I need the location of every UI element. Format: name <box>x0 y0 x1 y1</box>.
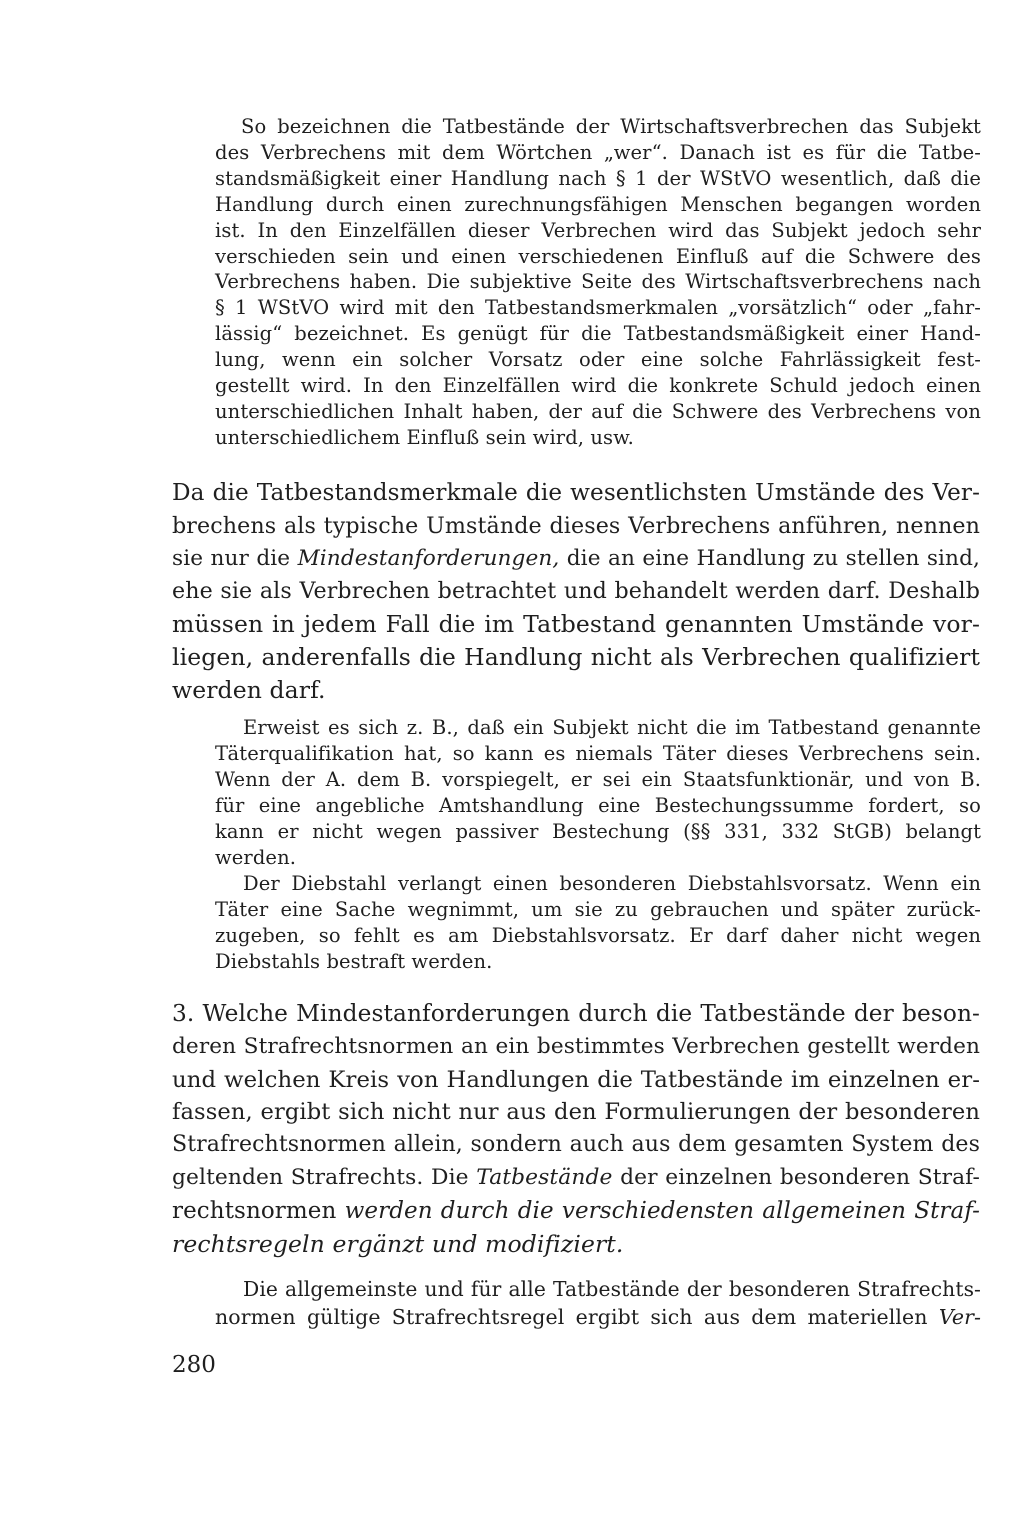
text-line: müssen in jedem Fall die im Tatbestand genannten Umstände vor- <box>172 610 980 639</box>
text-line: Der Diebstahl verlangt einen besonderen Diebstahlsvorsatz. Wenn ein <box>243 872 981 895</box>
text-line: Erweist es sich z. B., daß ein Subjekt nicht die im Tatbestand genannte <box>243 716 981 739</box>
text-line: liegen, anderenfalls die Handlung nicht als Verbrechen qualifiziert <box>172 642 980 671</box>
emphasis-text: rechtsregeln ergänzt und modifiziert. <box>172 1229 624 1258</box>
text-line: Diebstahls bestraft werden. <box>215 949 493 973</box>
text-line: für eine angebliche Amtshandlung eine Bestechungssumme fordert, so <box>215 793 981 817</box>
text-line: standsmäßigkeit einer Handlung nach § 1 der WStVO wesentlich, daß die <box>215 166 981 190</box>
text-line: und welchen Kreis von Handlungen die Tatbestände im einzelnen er- <box>172 1066 980 1093</box>
text-line: ist. In den Einzelfällen dieser Verbrechen wird das Subjekt jedoch sehr <box>215 218 981 242</box>
paragraph-allgemeinste-regel <box>215 1275 981 1331</box>
text-line: fassen, ergibt sich nicht nur aus den Formulierungen der besonderen <box>172 1099 980 1126</box>
text-line: verschieden sein und einen verschiedenen Einfluß auf die Schwere des <box>215 244 981 268</box>
emphasis-text: Mindestanforderungen, <box>297 545 560 571</box>
text-run: die an eine Handlung zu stellen sind, <box>566 545 980 571</box>
text-line <box>172 1228 980 1261</box>
text-line: lässig“ bezeichnet. Es genügt für die Tatbestandsmäßigkeit einer Hand- <box>215 322 981 346</box>
paragraph-mindestanforderungen <box>172 477 980 707</box>
text-line: Die allgemeinste und für alle Tatbestände der besonderen Strafrechts- <box>243 1277 981 1301</box>
paragraph-section-3 <box>172 998 980 1260</box>
text-run: der einzelnen besonderen Straf- <box>620 1164 980 1190</box>
text-line: unterschiedlichen Inhalt haben, der auf die Schwere des Verbrechens von <box>215 399 981 423</box>
text-line: ehe sie als Verbrechen betrachtet und behandelt werden darf. Deshalb <box>172 578 980 605</box>
text-line: zugeben, so fehlt es am Diebstahlsvorsatz. Er darf daher nicht wegen <box>215 923 981 947</box>
text-line <box>172 1195 980 1228</box>
text-line: § 1 WStVO wird mit den Tatbestandsmerkmalen „vorsätzlich“ oder „fahr- <box>215 296 981 320</box>
emphasis-text: werden durch die verschiedensten allgemeinen Straf- <box>344 1197 980 1224</box>
text-line: Verbrechens haben. Die subjektive Seite des Wirtschaftsverbrechens nach <box>215 270 981 294</box>
text-line: 3. Welche Mindestanforderungen durch die Tatbestände der beson- <box>172 1000 980 1027</box>
text-line: werden darf. <box>172 675 326 704</box>
text-line: des Verbrechens mit dem Wörtchen „wer“. Danach ist es für die Tatbe- <box>215 140 981 164</box>
text-line <box>172 543 980 576</box>
text-line: Strafrechtsnormen allein, sondern auch aus dem gesamten System des <box>172 1132 980 1158</box>
text-line: Wenn der A. dem B. vorspiegelt, er sei ein Staatsfunktionär, und von B. <box>215 767 981 791</box>
text-run: normen gültige Strafrechtsregel ergibt sich aus dem materiellen <box>215 1305 928 1329</box>
paragraph-example-subjekt <box>215 715 981 870</box>
text-line <box>215 1303 981 1331</box>
emphasis-text: Tatbestände <box>476 1164 613 1190</box>
paragraph-example-diebstahl <box>215 871 981 975</box>
text-line: Täterqualifikation hat, so kann es niemals Täter dieses Verbrechens sein. <box>215 741 981 765</box>
text-line: Täter eine Sache wegnimmt, um sie zu gebrauchen und später zurück- <box>215 897 981 921</box>
text-line: Handlung durch einen zurechnungsfähigen Menschen begangen worden <box>215 192 981 216</box>
text-line: deren Strafrechtsnormen an ein bestimmtes Verbrechen gestellt werden <box>172 1033 980 1059</box>
text-line: gestellt wird. In den Einzelfällen wird die konkrete Schuld jedoch einen <box>215 374 981 398</box>
text-run: sie nur die <box>172 545 291 571</box>
text-run: rechtsnormen <box>172 1197 337 1224</box>
text-line: So bezeichnen die Tatbestände der Wirtschaftsverbrechen das Subjekt <box>241 115 981 138</box>
text-run: geltenden Strafrechts. Die <box>172 1164 469 1190</box>
text-line: kann er nicht wegen passiver Bestechung (§§ 331, 332 StGB) belangt <box>215 819 981 843</box>
text-line: brechens als typische Umstände dieses Verbrechens anführen, nennen <box>172 512 980 539</box>
text-line: Da die Tatbestandsmerkmale die wesentlichsten Umstände des Ver- <box>172 480 980 506</box>
page-number: 280 <box>172 1352 216 1378</box>
text-line: lung, wenn ein solcher Vorsatz oder eine solche Fahrlässigkeit fest- <box>215 348 981 372</box>
paragraph-wirtschaftsverbrechen <box>215 114 981 451</box>
text-line <box>172 1162 980 1195</box>
emphasis-text: Ver- <box>938 1305 981 1329</box>
text-line: unterschiedlichem Einfluß sein wird, usw. <box>215 425 634 449</box>
text-line: werden. <box>215 845 297 869</box>
